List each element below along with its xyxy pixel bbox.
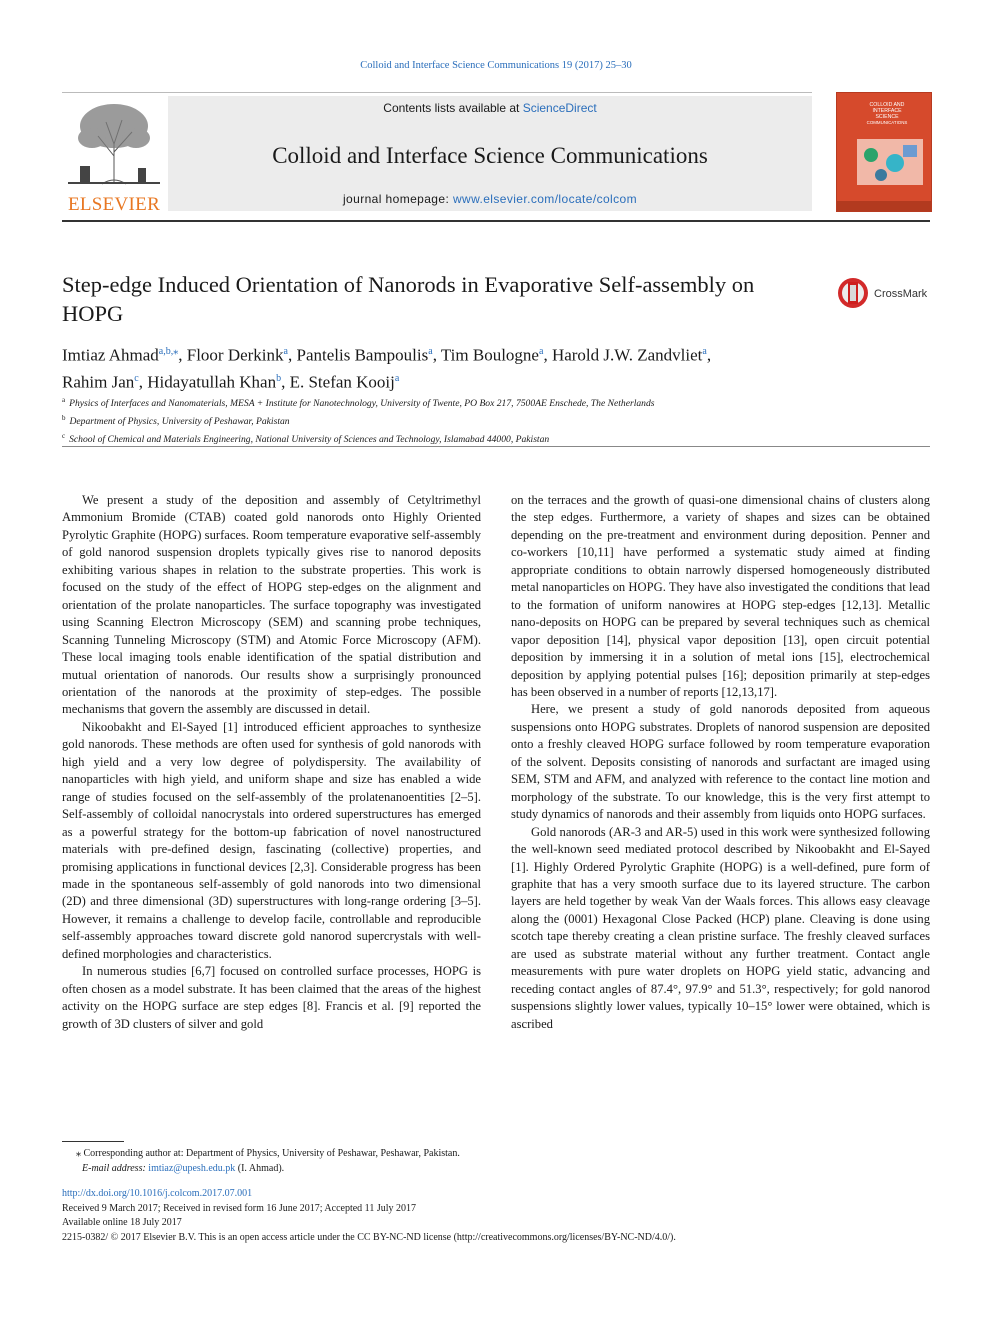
- body-paragraph: on the terraces and the growth of quasi-one dimensional chains of clusters along the step edges. Furthermore, a variety of shapes and sizes can be obtained depending on the pre-treatment and environment during deposition. Penner and co-workers [10,11] have performed a systematic study aimed at finding appropriate conditions to obtain narrowly dispersed homogeneously distributed metal nanoparticles on HOPG. They have also investigated the conditions that lead to the formation of uniform nanowires at HOPG step-edges [12,13]. Metallic nano-deposits on HOPG can be prepared by several techniques such as chemical vapor deposition [14], physical vapor deposition [13], open circuit potential deposition by immersing it in a solution of metal ions [15], electrochemical deposition by applying potential pulses [16]; deposition primarily at step-edges has been observed in a number of reports [12,13,17].: [511, 493, 930, 699]
- email-note: [62, 1161, 862, 1176]
- affiliation-text: School of Chemical and Materials Engineering, National University of Sciences and Technology, Islamabad 44000, Pakistan: [69, 434, 550, 446]
- affiliation-text: Physics of Interfaces and Nanomaterials, MESA + Institute for Nanotechnology, University of Twente, PO Box 217, 7500AE Enschede, The Netherlands: [69, 398, 655, 410]
- body-paragraph: Gold nanorods (AR-3 and AR-5) used in this work were synthesized following the well-known seed mediated protocol described by Nikoobakht and El-Sayed [1]. Highly Ordered Pyrolytic Graphite (HOPG) is a well-defined, pure form of graphite that has a very smooth surface due to its layered structure. The carbon layers are held together by weak Van der Waals forces. This allows easy cleavage along the (0001) Hexagonal Close Packed (HCP) plane. Cleaving is done using scotch tape thereby creating a clean pristine surface. The freshly cleaved surfaces are used as substrate material without any further treatment. Contact angle measurements with pure water droplets on HOPG yield static, advancing and receding contact angles of 87.4°, 97.9° and 51.3°, respectively; for gold nanorod suspensions slightly lower values, typically 10–15° lower were obtained, which is ascribed: [511, 824, 930, 1031]
- author-affiliation-sup[interactable]: a: [538, 346, 544, 357]
- affiliation-item: [62, 393, 922, 411]
- author-affiliation-sup[interactable]: b: [276, 372, 282, 384]
- author-name[interactable]: Tim Boulogne: [440, 345, 539, 365]
- doi-link[interactable]: http://dx.doi.org/10.1016/j.colcom.2017.07.001: [62, 1188, 253, 1199]
- journal-homepage-line: [168, 192, 812, 206]
- received-dates: Received 9 March 2017; Received in revised form 16 June 2017; Accepted 11 July 2017: [62, 1202, 416, 1214]
- author-name[interactable]: Hidayatullah Khan: [147, 372, 277, 392]
- journal-reference-link[interactable]: Colloid and Interface Science Communications 19 (2017) 25–30: [360, 60, 632, 71]
- contents-available-line: [168, 101, 812, 115]
- cover-line-2: INTERFACE: [872, 108, 902, 114]
- affiliation-item: [62, 411, 922, 429]
- homepage-prefix: journal homepage:: [342, 192, 453, 206]
- corresponding-author-note: ⁎ Corresponding author at: Department of Physics, University of Peshawar, Peshawar, Pakistan.: [76, 1148, 460, 1159]
- body-column-right: [511, 492, 930, 1033]
- journal-homepage-link[interactable]: www.elsevier.com/locate/colcom: [452, 192, 637, 206]
- crossmark-badge[interactable]: [836, 276, 936, 308]
- cover-line-1: COLLOID AND: [869, 102, 905, 108]
- header-bottom-divider: [62, 220, 930, 222]
- affiliation-key: b: [62, 414, 66, 423]
- cover-line-3: SCIENCE: [875, 114, 899, 120]
- email-link[interactable]: imtiaz@upesh.edu.pk: [148, 1163, 236, 1174]
- body-column-left: [62, 492, 481, 1033]
- journal-title: Colloid and Interface Science Communications: [272, 143, 708, 168]
- journal-cover-thumbnail[interactable]: [836, 92, 932, 212]
- author-name[interactable]: Harold J.W. Zandvliet: [551, 345, 703, 365]
- license-line: 2215-0382/ © 2017 Elsevier B.V. This is an open access article under the CC BY-NC-ND license (http://creativecommons.org/licenses/BY-NC-ND/4.0/).: [62, 1231, 676, 1243]
- crossmark-label: CrossMark: [874, 288, 928, 300]
- body-paragraph: We present a study of the deposition and assembly of Cetyltrimethyl Ammonium Bromide (CTAB) coated gold nanorods onto Highly Oriented Pyrolytic Graphite (HOPG) surfaces. Room temperature evaporative self-assembly of gold nanorod suspension droplets typically gives rise to nanorod deposits exhibiting various shapes in relation to the substrate properties. This work is focused on the study of the effect of HOPG step-edges on the alignment and orientation of the prolate nanoparticles. The surface topography was investigated using Scanning Electron Microscopy (SEM) and scanning probe techniques, Scanning Tunneling Microscopy (STM) and Atomic Force Microscopy (AFM). These local imaging tools enable identification of the spatial distribution and mutual orientation of nanorods. Our results show a surprisingly pronounced orientation of the nanorods at the proximity of step-edges. The possible mechanisms that govern the assembly are discussed in detail.: [62, 493, 481, 717]
- affiliation-text: Department of Physics, University of Peshawar, Pakistan: [69, 416, 290, 428]
- header-top-divider: [62, 92, 812, 93]
- author-list: Imtiaz Ahmad$^{a,b,⁎}$, Floor Derkink$^a$, Pantelis Bampoulis$^a$, Tim Boulogne$^a$, Harold J.W. Zandvliet$^a$, Rahim Jan$^c$, Hidayatullah Khan$^b$, E. Stefan Kooij$^a$: [62, 345, 712, 392]
- cover-line-4: COMMUNICATIONS: [866, 120, 908, 125]
- affiliations: [62, 393, 922, 448]
- author-name[interactable]: Pantelis Bampoulis: [296, 345, 429, 365]
- article-title-line-2: HOPG: [62, 301, 124, 326]
- article-title: [62, 270, 822, 328]
- email-suffix: (I. Ahmad).: [235, 1163, 285, 1174]
- affiliation-key: a: [62, 396, 66, 404]
- section-divider: [62, 446, 930, 447]
- affiliation-key: c: [62, 432, 66, 441]
- available-online: Available online 18 July 2017: [62, 1217, 182, 1229]
- author-name[interactable]: E. Stefan Kooij: [289, 372, 395, 392]
- contents-prefix: Contents lists available at: [383, 101, 523, 115]
- email-label: E-mail address:: [82, 1163, 149, 1174]
- author-affiliation-sup[interactable]: a,b,⁎: [158, 346, 179, 357]
- author-affiliation-sup[interactable]: a: [283, 346, 288, 357]
- sciencedirect-link[interactable]: ScienceDirect: [522, 101, 597, 115]
- body-paragraph: In numerous studies [6,7] focused on controlled surface processes, HOPG is often chosen as a model substrate. It has been claimed that the areas of the highest activity on the HOPG surface are step edges [8]. Francis et al. [9] reported the growth of 3D clusters of silver and gold: [62, 964, 481, 1031]
- affiliation-item: [62, 429, 922, 447]
- body-paragraph: Here, we present a study of gold nanorods deposited from aqueous suspensions onto HOPG substrates. Droplets of nanorod suspension are deposited onto a freshly cleaved HOPG surface followed by room temperature evaporation of the solvent. Deposits consisting of nanorods and surfactant are imaged using SEM, STM and AFM, and analyzed with reference to the contact line motion and morphology of the substrate. To our knowledge, this is the very first attempt to study dynamics of nanorods and their assembly from liquids onto HOPG surfaces.: [511, 702, 930, 822]
- footnotes: [62, 1146, 862, 1176]
- body-paragraph: Nikoobakht and El-Sayed [1] introduced efficient approaches to synthesize gold nanorods. These methods are often used for synthesis of gold nanorods with high yield and a very low degree of polydispersity. The availability of nanoparticles with high yield, and uniform shape and size has enabled a wide range of studies focused on the self-assembly of the prolatenanoentities [2–5]. Self-assembly of colloidal nanocrystals into ordered superstructures has emerged as a powerful strategy for the bottom-up fabrication of novel nanostructured materials with pre-defined design, fascinating (collective) properties, and promising applications in functional devices [2,3]. Considerable progress has been made in the spontaneous self-assembly of gold nanorods into two dimensional (2D) and three dimensional (3D) superstructures with long-range ordering [3–5]. However, it remains a challenge to develop facile, controllable and reproducible self-assembly approaches toward discrete gold nanorod supercrystals with well-defined morphologies and characteristics.: [62, 719, 481, 961]
- article-title-line-1: Step-edge Induced Orientation of Nanorods in Evaporative Self-assembly on: [62, 272, 755, 297]
- footnote-divider: [62, 1141, 124, 1142]
- author-affiliation-sup[interactable]: c: [134, 372, 139, 384]
- author-affiliation-sup[interactable]: a: [702, 346, 707, 357]
- publication-info: [62, 1187, 930, 1245]
- author-name[interactable]: Floor Derkink: [186, 345, 284, 365]
- author-name[interactable]: Imtiaz Ahmad: [62, 345, 159, 365]
- author-affiliation-sup[interactable]: a: [428, 346, 433, 357]
- author-affiliation-sup[interactable]: a: [394, 372, 400, 384]
- elsevier-wordmark: ELSEVIER: [67, 194, 161, 215]
- author-name[interactable]: Rahim Jan: [62, 372, 135, 392]
